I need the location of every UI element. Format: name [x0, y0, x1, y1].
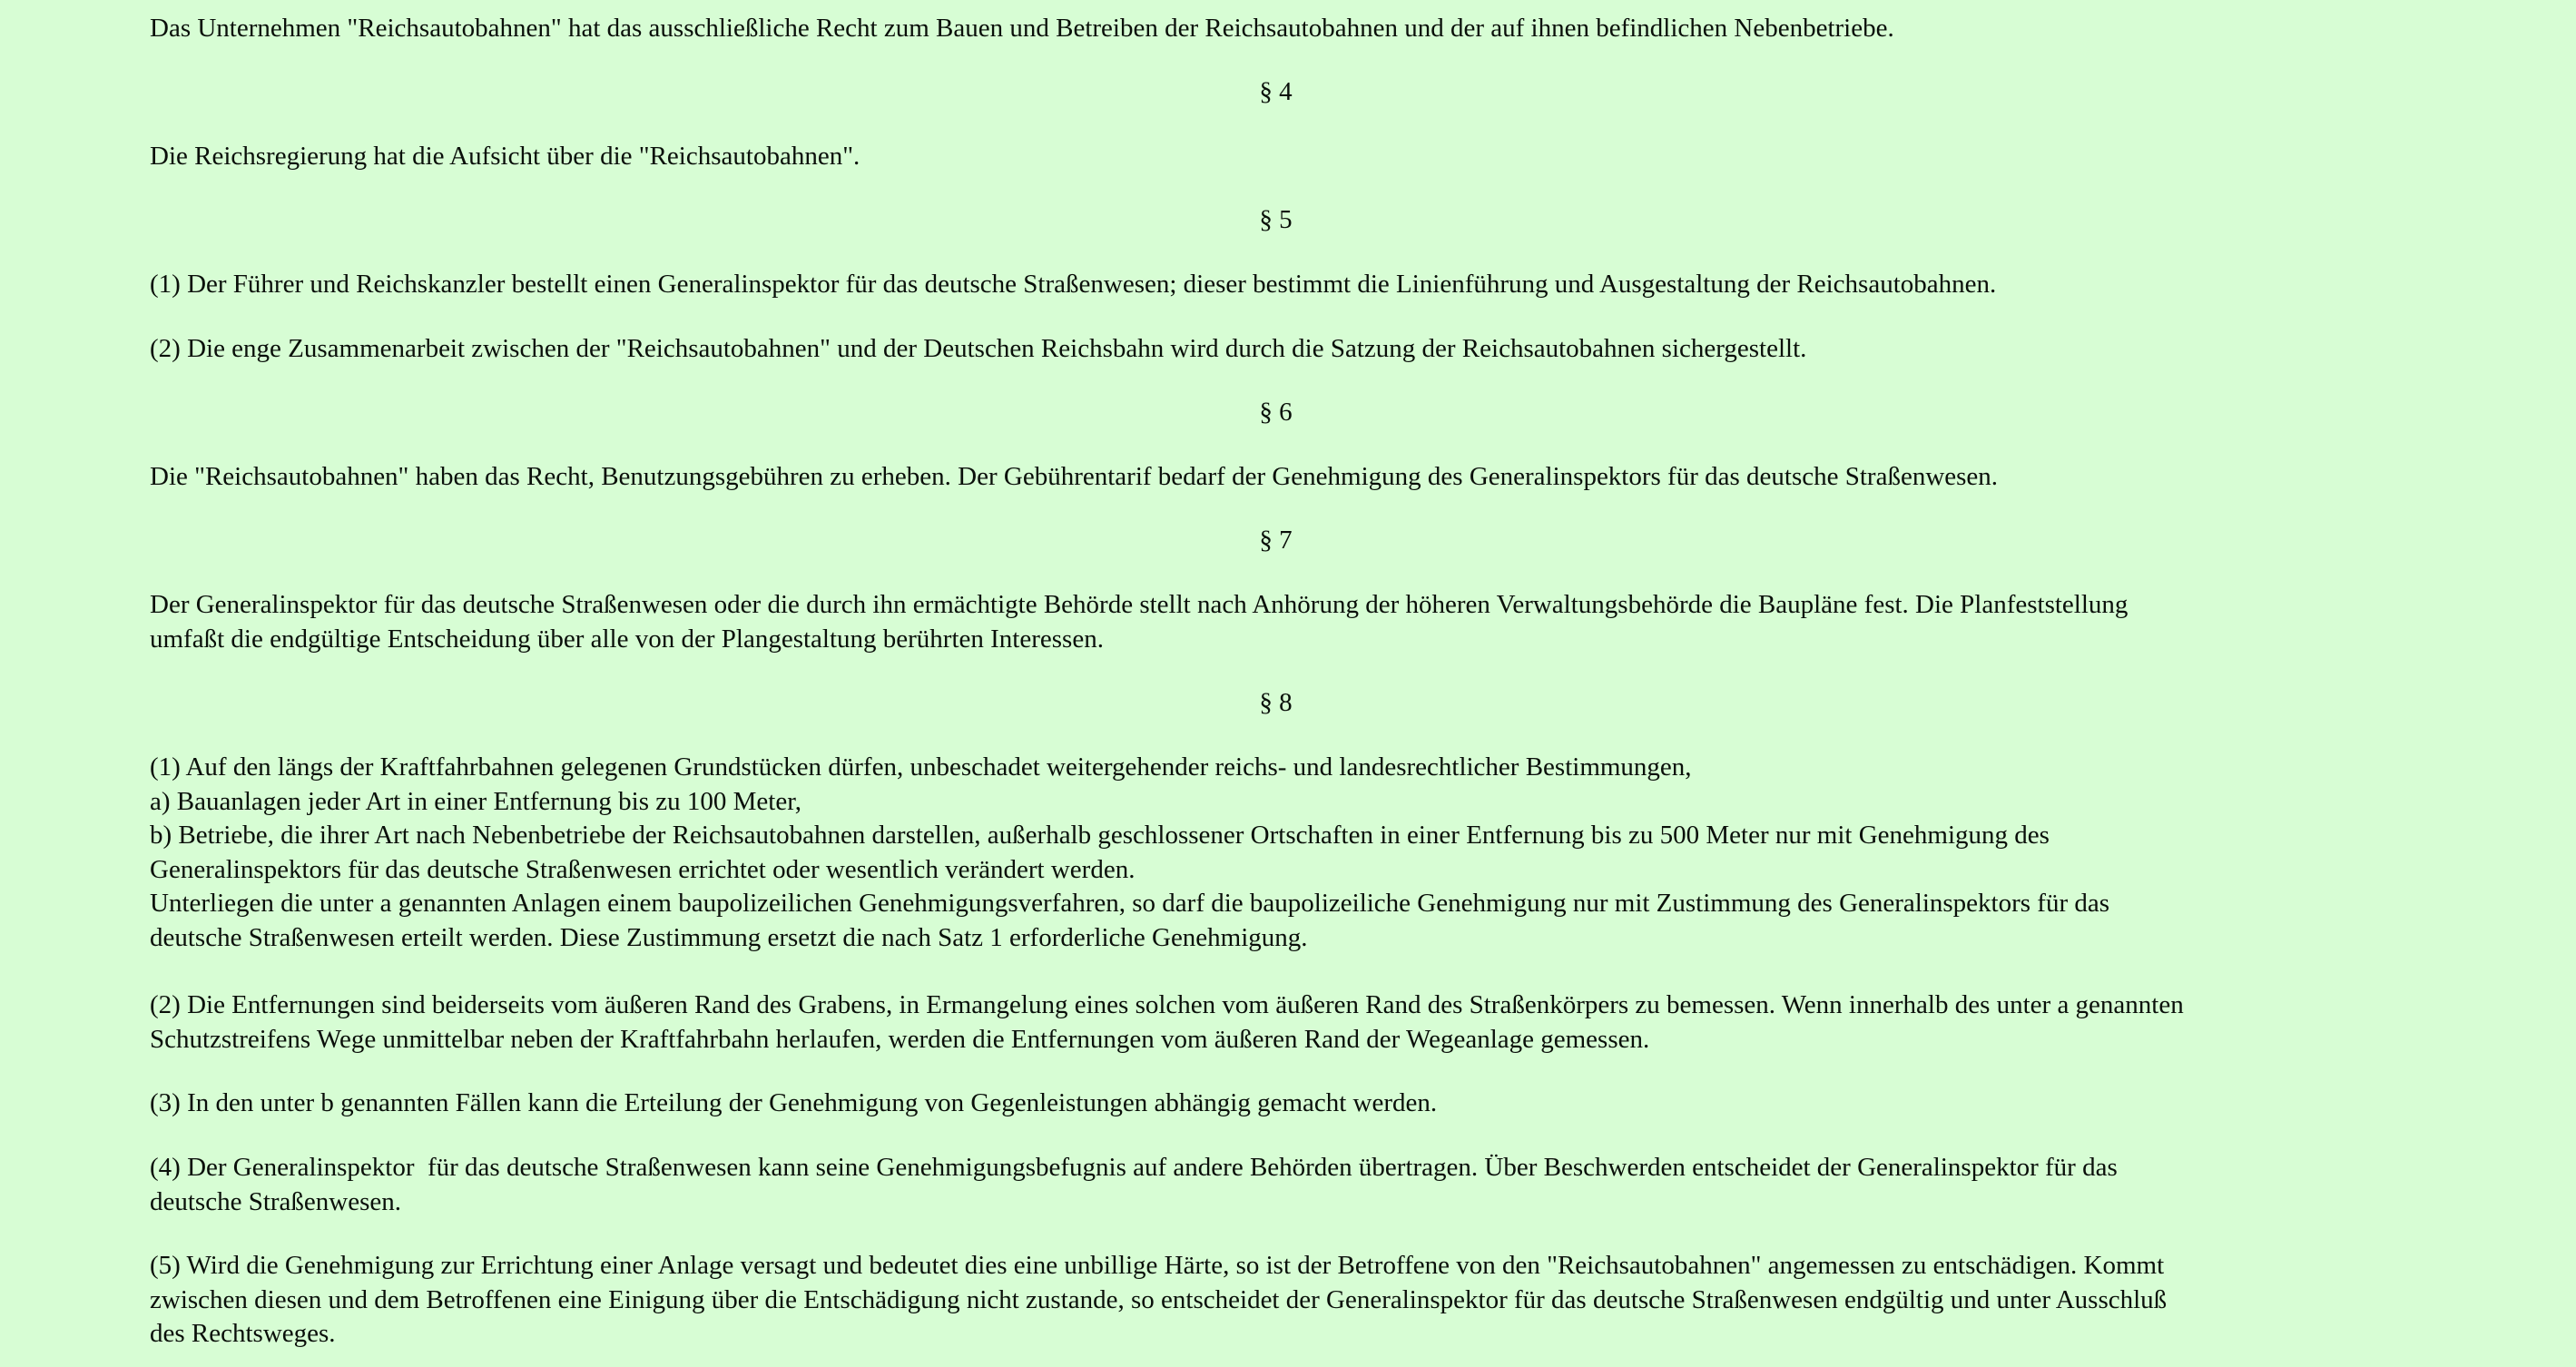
- text-line: (3) In den unter b genannten Fällen kann die Erteilung der Genehmigung von Gegenleistungen abhängig gemacht werden.: [150, 1088, 1438, 1117]
- text-line: (2) Die Entfernungen sind beiderseits vom äußeren Rand des Grabens, in Ermangelung eines solchen vom äußeren Rand des Straßenkörpers zu bemessen. Wenn innerhalb des unter a genannten: [150, 990, 2184, 1019]
- text-line: Das Unternehmen "Reichsautobahnen" hat das ausschließliche Recht zum Bauen und Betreiben der Reichsautobahnen und der auf ihnen befindlichen Nebenbetriebe.: [150, 14, 1894, 43]
- section-heading-4: § 4: [1259, 77, 1293, 106]
- paragraph-8-4: [150, 1151, 2402, 1219]
- section-heading-6: § 6: [1259, 398, 1293, 427]
- text-line: Unterliegen die unter a genannten Anlagen einem baupolizeilichen Genehmigungsverfahren, so darf die baupolizeiliche Genehmigung nur mit Zustimmung des Generalinspektors für das: [150, 889, 2110, 918]
- text-line: deutsche Straßenwesen erteilt werden. Diese Zustimmung ersetzt die nach Satz 1 erforderliche Genehmigung.: [150, 922, 1308, 952]
- paragraph-6: [150, 460, 2402, 495]
- section-heading-7: § 7: [1259, 526, 1293, 555]
- text-line: Generalinspektors für das deutsche Straßenwesen errichtet oder wesentlich verändert werden.: [150, 854, 1136, 884]
- text-line: umfaßt die endgültige Entscheidung über alle von der Plangestaltung berührten Interessen.: [150, 624, 1104, 654]
- text-line: deutsche Straßenwesen.: [150, 1186, 402, 1216]
- section-heading-5: § 5: [1259, 205, 1293, 234]
- text-line: Schutzstreifens Wege unmittelbar neben der Kraftfahrbahn herlaufen, werden die Entfernungen vom äußeren Rand der Wegeanlage gemessen.: [150, 1024, 1650, 1054]
- text-line: (1) Auf den längs der Kraftfahrbahnen gelegenen Grundstücken dürfen, unbeschadet weitergehender reichs- und landesrechtlicher Bestimmungen,: [150, 752, 1692, 782]
- paragraph-8-5: [150, 1249, 2402, 1352]
- text-line: Die Reichsregierung hat die Aufsicht über die "Reichsautobahnen".: [150, 142, 860, 171]
- text-line: (5) Wird die Genehmigung zur Errichtung einer Anlage versagt und bedeutet dies eine unbillige Härte, so ist der Betroffene von den "Reichsautobahnen" angemessen zu entschädigen. Kommt: [150, 1251, 2165, 1280]
- paragraph-7: [150, 588, 2402, 656]
- text-line: a) Bauanlagen jeder Art in einer Entfernung bis zu 100 Meter,: [150, 786, 801, 816]
- section-heading-8: § 8: [1259, 688, 1293, 717]
- text-line: Der Generalinspektor für das deutsche Straßenwesen oder die durch ihn ermächtigte Behörde stellt nach Anhörung der höheren Verwaltungsbehörde die Baupläne fest. Die Planfeststellung: [150, 590, 2129, 619]
- text-line: des Rechtsweges.: [150, 1319, 336, 1348]
- paragraph-5-2: [150, 332, 2402, 367]
- paragraph-8-1: [150, 751, 2402, 955]
- paragraph-intro: [150, 12, 2402, 46]
- paragraph-8-2: [150, 988, 2402, 1057]
- paragraph-4: [150, 140, 2402, 174]
- text-line: zwischen diesen und dem Betroffenen eine Einigung über die Entschädigung nicht zustande, so entscheidet der Generalinspektor für das deutsche Straßenwesen endgültig und unter Ausschluß: [150, 1284, 2168, 1314]
- text-line: b) Betriebe, die ihrer Art nach Nebenbetriebe der Reichsautobahnen darstellen, außerhalb geschlossener Ortschaften in einer Entfernung bis zu 500 Meter nur mit Genehmigung des: [150, 821, 2050, 850]
- text-line: (2) Die enge Zusammenarbeit zwischen der "Reichsautobahnen" und der Deutschen Reichsbahn wird durch die Satzung der Reichsautobahnen sichergestellt.: [150, 334, 1807, 363]
- text-line: Die "Reichsautobahnen" haben das Recht, Benutzungsgebühren zu erheben. Der Gebührentarif bedarf der Genehmigung des Generalinspektors für das deutsche Straßenwesen.: [150, 462, 1999, 491]
- paragraph-5-1: [150, 268, 2402, 302]
- text-line: (1) Der Führer und Reichskanzler bestellt einen Generalinspektor für das deutsche Straßenwesen; dieser bestimmt die Linienführung und Ausgestaltung der Reichsautobahnen.: [150, 270, 1997, 299]
- paragraph-8-3: [150, 1087, 2402, 1121]
- text-line: (4) Der Generalinspektor für das deutsche Straßenwesen kann seine Genehmigungsbefugnis auf andere Behörden übertragen. Über Beschwerden entscheidet der Generalinspektor für das: [150, 1153, 2118, 1182]
